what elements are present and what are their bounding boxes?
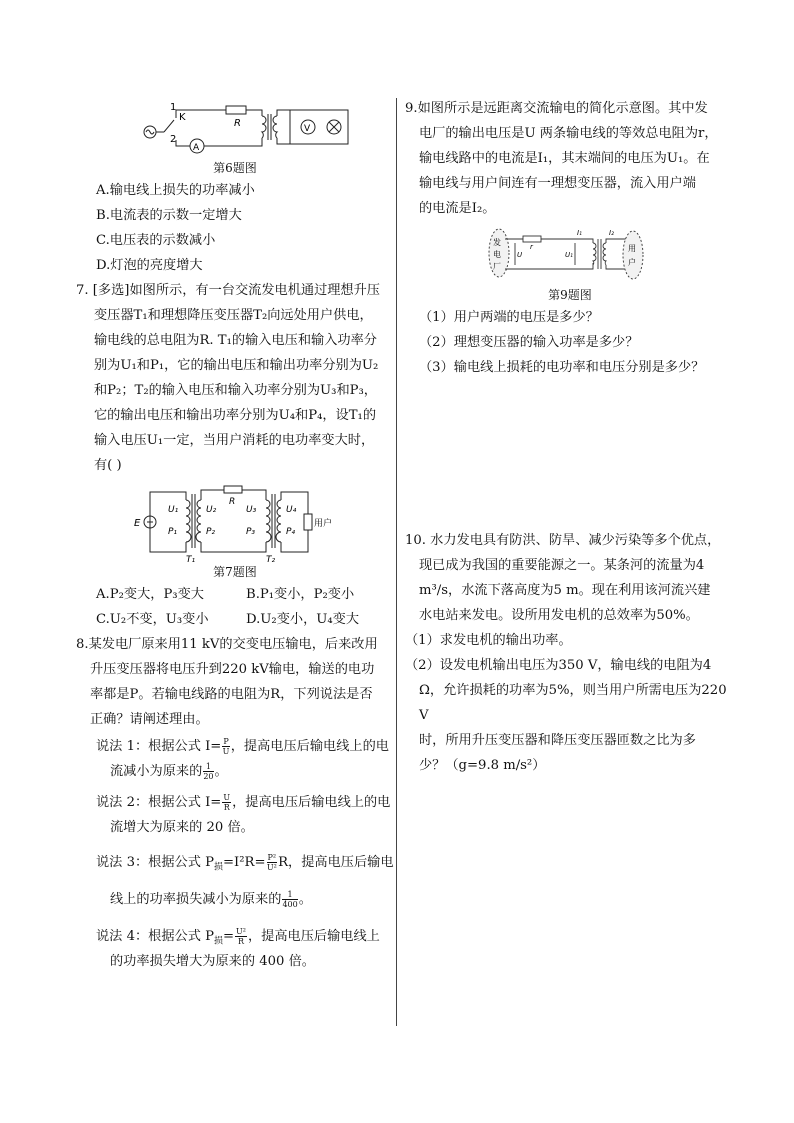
s2-formula [222, 793, 231, 812]
s1-fden: 20 [203, 772, 214, 781]
q9-sub-1: （1）用户两端的电压是多少？ [419, 310, 599, 325]
q9-line-4: 输电线与用户间连有一理想变压器，流入用户端 [419, 176, 696, 191]
q6-option-d: D.灯泡的亮度增大 [96, 258, 203, 273]
s3-text-b: =I²R= [222, 855, 266, 870]
q8-line-2: 升压变压器将电压升到220 kV输电，输送的电功 [90, 662, 375, 677]
s1-text-d: 。 [214, 764, 228, 779]
s4-text-a: 说法 4：根据公式 P [96, 929, 214, 944]
question-7 [76, 278, 394, 478]
s1-formula [222, 737, 229, 756]
s3-den: U² [266, 863, 277, 872]
s3-fnum: 1 [282, 890, 297, 900]
column-divider [396, 98, 397, 1026]
q8-line-3: 率都是P。若输电线路的电阻为R，下列说法是否 [90, 687, 373, 702]
q9-line-5: 的电流是I₂。 [419, 201, 496, 216]
fig9-plant-1: 发 [493, 238, 501, 247]
q9-sub-2: （2）理想变压器的输入功率是多少？ [419, 335, 639, 350]
question-9 [405, 96, 735, 221]
q6-option-c: C.电压表的示数减小 [96, 233, 216, 248]
fig7-label-user: 用户 [314, 519, 333, 529]
s3-formula [267, 853, 278, 872]
s4-num: U² [236, 927, 246, 936]
q9-line-1: 9.如图所示是远距离交流输电的简化示意图。其中发 [405, 101, 708, 116]
s1-num: P [223, 737, 229, 746]
s3-text-d: 线上的功率损失减小为原来的 [110, 892, 282, 907]
fig9-label-r: r [530, 243, 533, 251]
s1-text-b: ，提高电压后输电线上的电 [230, 739, 389, 754]
q6-option-a: A.输电线上损失的功率减小 [96, 183, 255, 198]
q7-line-8: 有( ) [94, 458, 122, 473]
q8-line-1: 8.某发电厂原来用11 kV的交变电压输电，后来改用 [76, 637, 378, 652]
fig7-label-t1: T₁ [186, 555, 196, 562]
q7-option-a: A.P₂变大，P₃变大 [96, 587, 204, 602]
s2-den: R [223, 803, 230, 812]
s4-den: R [238, 937, 245, 946]
q10-sub-2-line-1: （2）设发电机输出电压为350 V，输电线的电阻为4 [405, 658, 712, 673]
s4-text-c: ，提高电压后输电线上 [248, 929, 380, 944]
fig6-label-k: K [179, 112, 186, 123]
q8-statement-2 [76, 790, 394, 840]
s1-text-c: 流减小为原来的 [110, 764, 203, 779]
q7-option-d: D.U₂变小，U₄变大 [246, 612, 360, 627]
s4-sub: 损 [213, 936, 223, 947]
fig9-label-u1: U₁ [565, 251, 573, 259]
fig9-user-1: 用 [628, 244, 636, 253]
q8-statement-1 [76, 734, 394, 784]
q10-sub-2-line-4: 少？（g=9.8 m/s²） [419, 758, 546, 773]
q7-line-1: 7. [多选]如图所示，有一台交流发电机通过理想升压 [76, 283, 380, 298]
s4-formula [235, 927, 247, 946]
fig7-label-p1: P₁ [168, 527, 178, 537]
left-column [76, 96, 394, 974]
s3-text-e: 。 [298, 892, 312, 907]
s2-num: U [223, 793, 231, 802]
fig9-user-2: 户 [628, 258, 636, 267]
fig7-label-e: E [134, 518, 141, 529]
s3-sub: 损 [213, 862, 223, 873]
s3-fraction [282, 890, 297, 909]
figure-7-caption: 第7题图 [213, 565, 257, 579]
q10-sub-2-line-2: Ω，允许损耗的功率为5%，则当用户所需电压为220 V [419, 683, 727, 723]
s3-text-a: 说法 3：根据公式 P [96, 855, 214, 870]
q8-statement-4 [76, 924, 394, 974]
s1-text-a: 说法 1：根据公式 I= [96, 739, 222, 754]
fig9-label-u: U [517, 251, 523, 259]
q10-sub-1: （1）求发电机的输出功率。 [405, 633, 572, 648]
s1-fnum: 1 [203, 762, 213, 772]
fig6-label-v: V [304, 124, 311, 134]
fig9-plant-2: 电 [493, 250, 501, 259]
q6-option-b: B.电流表的示数一定增大 [96, 208, 242, 223]
figure-6-caption: 第6题图 [213, 161, 257, 175]
fig7-label-p4: P₄ [286, 527, 296, 537]
fig7-label-u2: U₂ [206, 505, 217, 515]
fig7-label-p2: P₂ [206, 527, 216, 537]
s1-den: U [222, 747, 230, 756]
s2-text-a: 说法 2：根据公式 I= [96, 795, 222, 810]
s1-fraction [203, 762, 213, 781]
q7-option-c: C.U₂不变，U₃变小 [96, 612, 209, 627]
figure-9-caption: 第9题图 [548, 288, 592, 302]
q10-line-4: 水电站来发电。设所用发电机的总效率为50%。 [419, 608, 699, 623]
fig7-label-r: R [229, 497, 236, 507]
question-8 [76, 632, 394, 974]
figure-7-circuit [76, 482, 394, 562]
q7-line-7: 输入电压U₁一定，当用户消耗的电功率变大时， [94, 433, 375, 448]
s2-text-b: ，提高电压后输电线上的电 [232, 795, 391, 810]
s3-num: P² [267, 853, 277, 862]
q10-sub-2-line-3: 时，所用升压变压器和降压变压器匝数之比为多 [419, 733, 696, 748]
s3-text-c: R，提高电压后输电 [278, 855, 394, 870]
fig6-label-r: R [234, 118, 241, 129]
fig6-label-a: A [193, 143, 200, 153]
figure-9-diagram [405, 225, 735, 285]
q9-line-2: 电厂的输出电压是U 两条输电线的等效总电阻为r， [419, 126, 718, 141]
fig7-label-u3: U₃ [246, 505, 257, 515]
q9-line-3: 输电线路中的电流是I₁，其末端间的电压为U₁。在 [419, 151, 710, 166]
q10-line-2: 现已成为我国的重要能源之一。某条河的流量为4 [419, 558, 705, 573]
question-10 [405, 528, 735, 778]
fig7-label-u4: U₄ [286, 505, 297, 515]
fig7-label-p3: P₃ [246, 527, 256, 537]
fig9-plant-3: 厂 [493, 262, 501, 271]
s2-text-c: 流增大为原来的 20 倍。 [110, 820, 254, 835]
q7-option-b: B.P₁变小，P₂变小 [246, 587, 355, 602]
q8-line-4: 正确？请阐述理由。 [90, 712, 209, 727]
right-column [405, 96, 735, 778]
s4-text-d: 的功率损失增大为原来的 400 倍。 [110, 954, 315, 969]
figure-6-circuit [76, 96, 394, 158]
fig9-label-i1: I₁ [577, 229, 582, 237]
q9-sub-3: （3）输电线上损耗的电功率和电压分别是多少？ [419, 360, 705, 375]
q7-line-6: 它的输出电压和输出功率分别为U₄和P₄，设T₁的 [94, 408, 377, 423]
q8-statement-3 [76, 850, 394, 912]
fig7-label-t2: T₂ [266, 555, 276, 562]
q7-options [76, 582, 394, 632]
q10-line-1: 10. 水力发电具有防洪、防旱、减少污染等多个优点， [405, 533, 721, 548]
s3-fden: 400 [282, 900, 298, 909]
s4-text-b: = [222, 929, 235, 944]
fig6-label-1: 1 [170, 102, 177, 113]
q7-line-4: 别为U₁和P₁，它的输出电压和输出功率分别为U₂ [94, 358, 379, 373]
fig9-label-i2: I₂ [609, 229, 614, 237]
q7-line-5: 和P₂；T₂的输入电压和输入功率分别为U₃和P₃， [94, 383, 377, 398]
fig7-label-u1: U₁ [168, 505, 179, 515]
q10-line-3: m³/s，水流下落高度为5 m。现在利用该河流兴建 [419, 583, 711, 598]
fig6-label-2: 2 [170, 134, 177, 145]
q7-line-2: 变压器T₁和理想降压变压器T₂向远处用户供电， [94, 308, 373, 323]
q7-line-3: 输电线的总电阻为R. T₁的输入电压和输入功率分 [94, 333, 377, 348]
